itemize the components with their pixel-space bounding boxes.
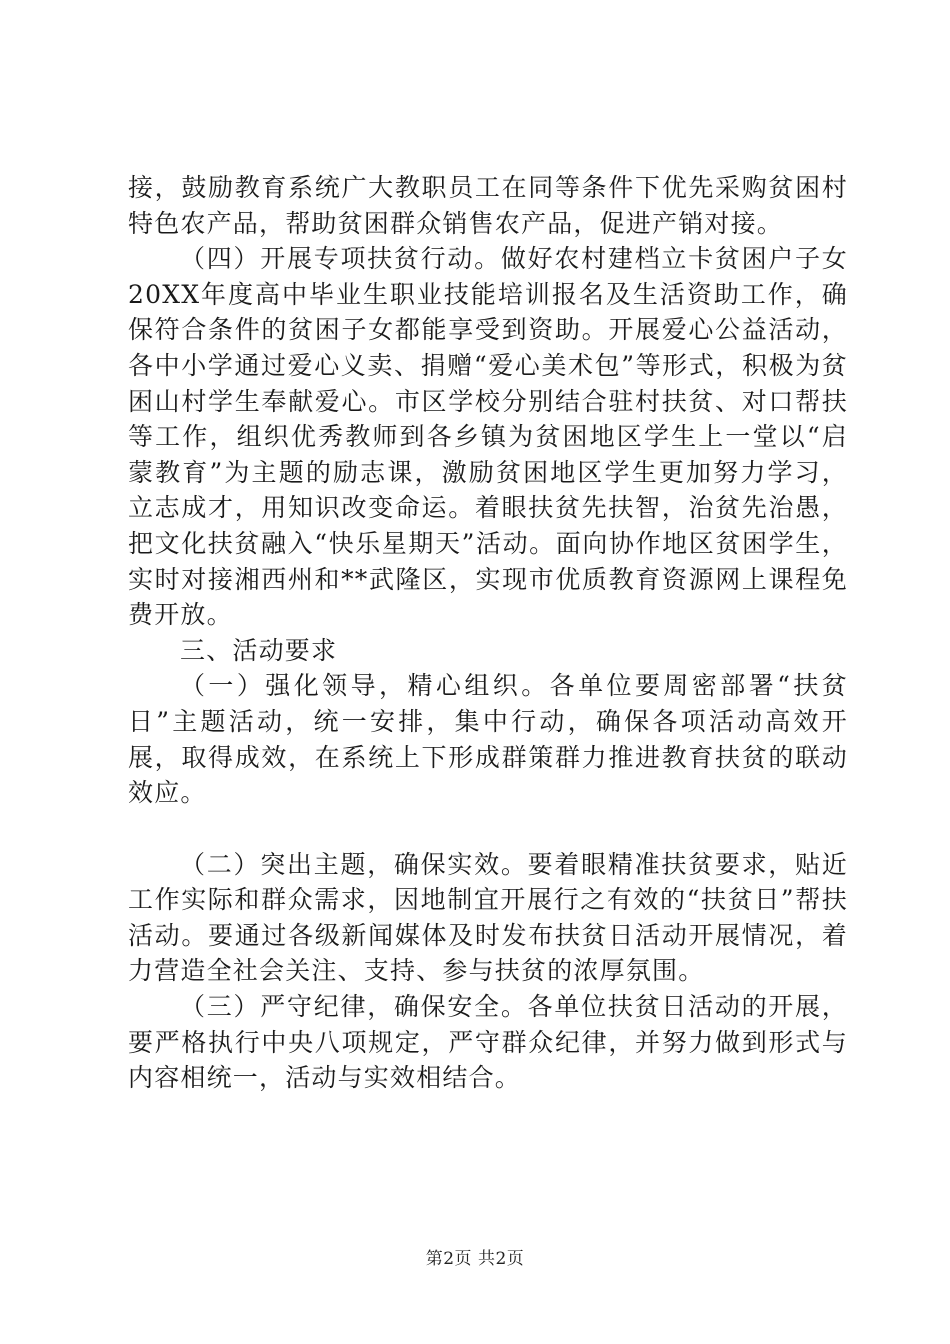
paragraph-requirement-1: （一）强化领导，精心组织。各单位要周密部署“扶贫日”主题活动，统一安排，集中行动，确保各项活动高效开展，取得成效，在系统上下形成群策群力推进教育扶贫的联动效应。 <box>128 671 848 808</box>
paragraph-requirement-3: （三）严守纪律，确保安全。各单位扶贫日活动的开展，要严格执行中央八项规定，严守群众纪律，并努力做到形式与内容相统一，活动与实效相结合。 <box>128 992 848 1093</box>
document-body <box>128 170 848 1096</box>
paragraph-continuation: 接，鼓励教育系统广大教职员工在同等条件下优先采购贫困村特色农产品，帮助贫困群众销售农产品，促进产销对接。 <box>128 173 848 238</box>
page-number-footer: 第2页 共2页 <box>425 1249 525 1269</box>
section-heading-activity-requirements: 三、活动要求 <box>180 635 338 665</box>
paragraph-section-4: （四）开展专项扶贫行动。做好农村建档立卡贫困户子女20XX年度高中毕业生职业技能培训报名及生活资助工作，确保符合条件的贫困子女都能享受到资助。开展爱心公益活动，各中小学通过爱心义卖、捐赠“爱心美术包”等形式，积极为贫困山村学生奉献爱心。市区学校分别结合驻村扶贫、对口帮扶等工作，组织优秀教师到各乡镇为贫困地区学生上一堂以“启蒙教育”为主题的励志课，激励贫困地区学生更加努力学习，立志成才，用知识改变命运。着眼扶贫先扶智，治贫先治愚，把文化扶贫融入“快乐星期天”活动。面向协作地区贫困学生，实时对接湘西州和**武隆区，实现市优质教育资源网上课程免费开放。 <box>128 244 848 630</box>
paragraph-requirement-2: （二）突出主题，确保实效。要着眼精准扶贫要求，贴近工作实际和群众需求，因地制宜开展行之有效的“扶贫日”帮扶活动。要通过各级新闻媒体及时发布扶贫日活动开展情况，着力营造全社会关注、支持、参与扶贫的浓厚氛围。 <box>128 849 848 986</box>
